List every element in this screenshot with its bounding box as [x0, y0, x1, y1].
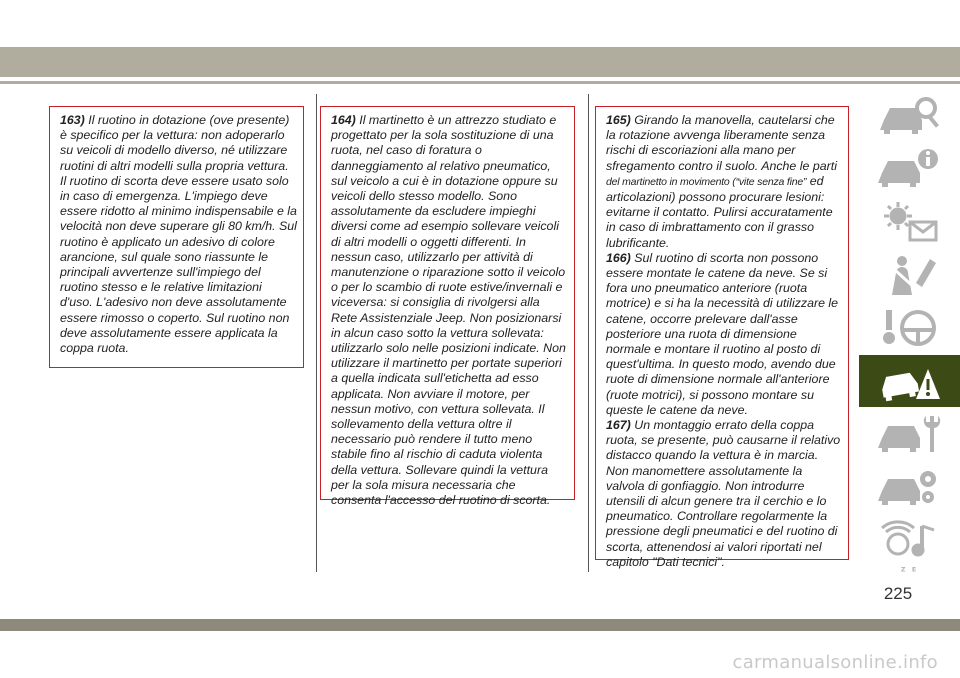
- warning-text: ed articolazioni) possono procurare lesioni: evitarne il contatto. Pulirsi accuratamente in caso di imbrattamento con il grasso lubrificante.: [606, 173, 833, 250]
- warning-number: 166): [606, 250, 631, 265]
- car-service-wrench-icon[interactable]: [859, 408, 960, 460]
- car-technical-data-icon[interactable]: [859, 461, 960, 513]
- header-rule: [0, 81, 960, 84]
- warning-light-message-icon[interactable]: [859, 196, 960, 248]
- footer-band: [0, 619, 960, 631]
- warning-number: 163): [60, 113, 85, 127]
- warning-paragraph: [60, 113, 297, 356]
- warning-paragraph: [606, 113, 842, 251]
- car-search-icon[interactable]: [859, 90, 960, 142]
- watermark: carmanualsonline.info: [732, 652, 938, 673]
- column-divider: [316, 94, 317, 572]
- header-band: [0, 47, 960, 77]
- warning-text: Girando la manovella, cautelarsi che la rotazione avvenga liberamente senza rischi di escoriazioni alla mano per sfregamento contro il suolo. Anche le parti: [606, 113, 837, 173]
- car-info-icon[interactable]: [859, 143, 960, 195]
- seatbelt-airbag-icon[interactable]: [859, 249, 960, 301]
- svg-text:Z: Z: [900, 566, 906, 574]
- warning-number: 164): [331, 113, 356, 127]
- warning-box-165-167: [595, 106, 849, 569]
- warning-box-164: [320, 106, 575, 508]
- chapter-sidebar: [859, 90, 960, 582]
- warning-paragraph: [606, 251, 842, 418]
- warning-text-condensed: del martinetto in movimento (“vite senza fine”: [606, 175, 807, 188]
- warning-text: Un montaggio errato della coppa ruota, se presente, può causarne il relativo distacco quando la vettura è in marcia. Non manomettere assolutamente la valvola di gonfiaggio. Non introdurre utensili di alcun genere tra il cerchio e lo pneumatico. Controllare regolarmente la pressione degli pneumatici e del ruotino di scorta, attenendosi ai valori riportati nel capitolo "Dati tecnici".: [606, 418, 841, 569]
- index-letters-icon[interactable]: [859, 564, 960, 584]
- warning-text: Il martinetto è un attrezzo studiato e progettato per la sola sostituzione di una ruota, nel caso di foratura o danneggiamento al relativo pneumatico, sul veicolo a cui è in dotazione oppure su veicoli dello stesso modello. Sono assolutamente da escludere impieghi diversi come ad esempio sollevare veicoli di altri modelli o oggetti differenti. In nessun caso, utilizzarlo per attività di manutenzione o riparazione sotto il veicolo o per lo scambio di ruote estive/invernali e viceversa: si consiglia di rivolgersi alla Rete Assistenziale Jeep. Non posizionarsi in alcun caso sotto la vettura sollevata: utilizzarlo solo nelle posizioni indicate. Non utilizzare il martinetto per portate superiori a quella indicata sull'etichetta ad esso applicata. Non avviare il motore, per nessun motivo, con vettura sollevata. Il sollevamento della vettura oltre il necessario può rendere il tutto meno stabile fino al rischio di caduta violenta della vettura. Sollevare quindi la vettura per la sola misura necessaria che consenta l'accesso del ruotino di scorta.: [331, 113, 566, 508]
- warning-number: 167): [606, 418, 631, 433]
- warning-text: Sul ruotino di scorta non possono essere montate le catene da neve. Se si fora uno pneumatico anteriore (ruota motrice) e si ha la necessità di utilizzare le catene, occorre prelevare dall'asse posteriore una ruota di dimensione normale e montare il ruotino al posto di quest'ultima. In questo modo, avendo due ruote di dimensione normale all'anteriore (ruote motrici), si possono montare su queste le catene da neve.: [606, 250, 839, 417]
- steering-key-icon[interactable]: [859, 302, 960, 354]
- warning-text: Il ruotino in dotazione (ove presente) è specifico per la vettura: non adoperarlo su veicoli di modello diverso, né utilizzare ruotini di altri modelli sulla propria vettura. Il ruotino di scorta deve essere usato solo in caso di emergenza. L'impiego deve essere ridotto al minimo indispensabile e la velocità non deve superare gli 80 km/h. Sul ruotino è applicato un adesivo di colore arancione, sul quale sono riassunte le principali avvertenze sull'impiego del ruotino stesso e le relative limitazioni d'uso. L'adesivo non deve assolutamente essere rimosso o coperto. Sul ruotino non deve assolutamente essere applicata la coppa ruota.: [60, 113, 297, 356]
- warning-number: 165): [606, 113, 631, 127]
- car-emergency-icon[interactable]: [859, 355, 960, 407]
- warning-paragraph: [606, 418, 842, 570]
- multimedia-icon[interactable]: [859, 514, 960, 566]
- column-divider: [588, 94, 589, 572]
- warning-paragraph: [331, 113, 568, 508]
- svg-text:E: E: [911, 566, 916, 574]
- page-number: 225: [883, 584, 913, 603]
- warning-box-163: [49, 106, 304, 368]
